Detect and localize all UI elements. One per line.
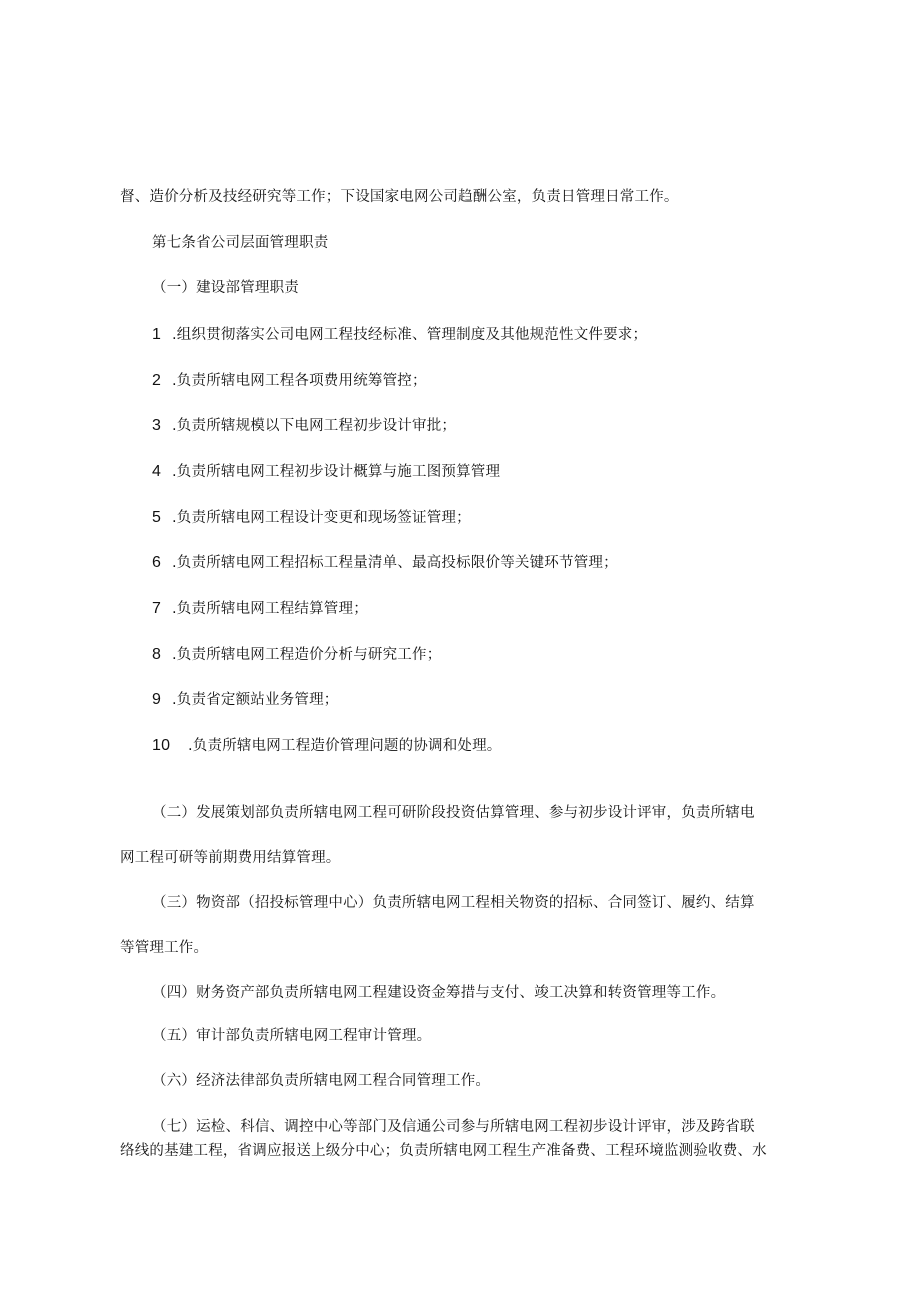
list-item: [152, 599, 368, 619]
section-6: （六）经济法律部负责所辖电网工程合同管理工作。: [152, 1073, 491, 1089]
item-number: 2: [152, 372, 162, 389]
section-1-heading: （一）建设部管理职责: [152, 280, 299, 296]
item-text: .组织贯彻落实公司电网工程技经标准、管理制度及其他规范性文件要求；: [172, 327, 648, 343]
list-item: [152, 462, 500, 482]
item-text: .负责所辖规模以下电网工程初步设计审批；: [172, 418, 457, 434]
section-2-line-2: 网工程可研等前期费用结算管理。: [120, 850, 341, 866]
section-5: （五）审计部负责所辖电网工程审计管理。: [152, 1028, 432, 1044]
item-number: 6: [152, 554, 162, 571]
item-number: 5: [152, 509, 162, 526]
item-number: 7: [152, 600, 162, 617]
list-item: [152, 736, 502, 756]
section-3-line-1: （三）物资部（招投标管理中心）负责所辖电网工程相关物资的招标、合同签订、履约、结算: [152, 895, 755, 911]
item-text: .负责所辖电网工程设计变更和现场签证管理；: [172, 510, 471, 526]
item-number: 4: [152, 463, 162, 480]
section-2-line-1: （二）发展策划部负责所辖电网工程可研阶段投资估算管理、参与初步设计评审，负责所辖电: [152, 805, 755, 821]
item-number: 3: [152, 417, 162, 434]
item-text: .负责所辖电网工程结算管理；: [172, 601, 368, 617]
list-item: [152, 416, 456, 436]
item-number: 10: [152, 737, 171, 754]
item-text: .负责所辖电网工程造价管理问题的协调和处理。: [188, 738, 502, 754]
section-7-line-2: 络线的基建工程，省调应报送上级分中心；负责所辖电网工程生产准备费、工程环境监测验收费、水: [120, 1143, 767, 1159]
list-item: [152, 645, 441, 665]
item-text: .负责所辖电网工程初步设计概算与施工图预算管理: [172, 464, 501, 480]
article-heading: 第七条省公司层面管理职责: [152, 235, 329, 251]
list-item: [152, 371, 427, 391]
section-3-line-2: 等管理工作。: [120, 940, 209, 956]
section-7-line-1: （七）运检、科信、调控中心等部门及信通公司参与所辖电网工程初步设计评审，涉及跨省联: [152, 1119, 755, 1135]
item-number: 8: [152, 646, 162, 663]
list-item: [152, 325, 647, 345]
item-number: 1: [152, 326, 162, 343]
list-item: [152, 553, 618, 573]
item-number: 9: [152, 691, 162, 708]
item-text: .负责省定额站业务管理；: [172, 692, 339, 708]
list-item: [152, 690, 339, 710]
intro-line: 督、造价分析及技经研究等工作；下设国家电网公司趋酬公室，负责日管理日常工作。: [120, 189, 679, 205]
section-4: （四）财务资产部负责所辖电网工程建设资金筹措与支付、竣工决算和转资管理等工作。: [152, 985, 726, 1001]
list-item: [152, 508, 471, 528]
item-text: .负责所辖电网工程造价分析与研究工作；: [172, 647, 442, 663]
item-text: .负责所辖电网工程各项费用统筹管控；: [172, 373, 427, 389]
item-text: .负责所辖电网工程招标工程量清单、最高投标限价等关键环节管理；: [172, 555, 618, 571]
